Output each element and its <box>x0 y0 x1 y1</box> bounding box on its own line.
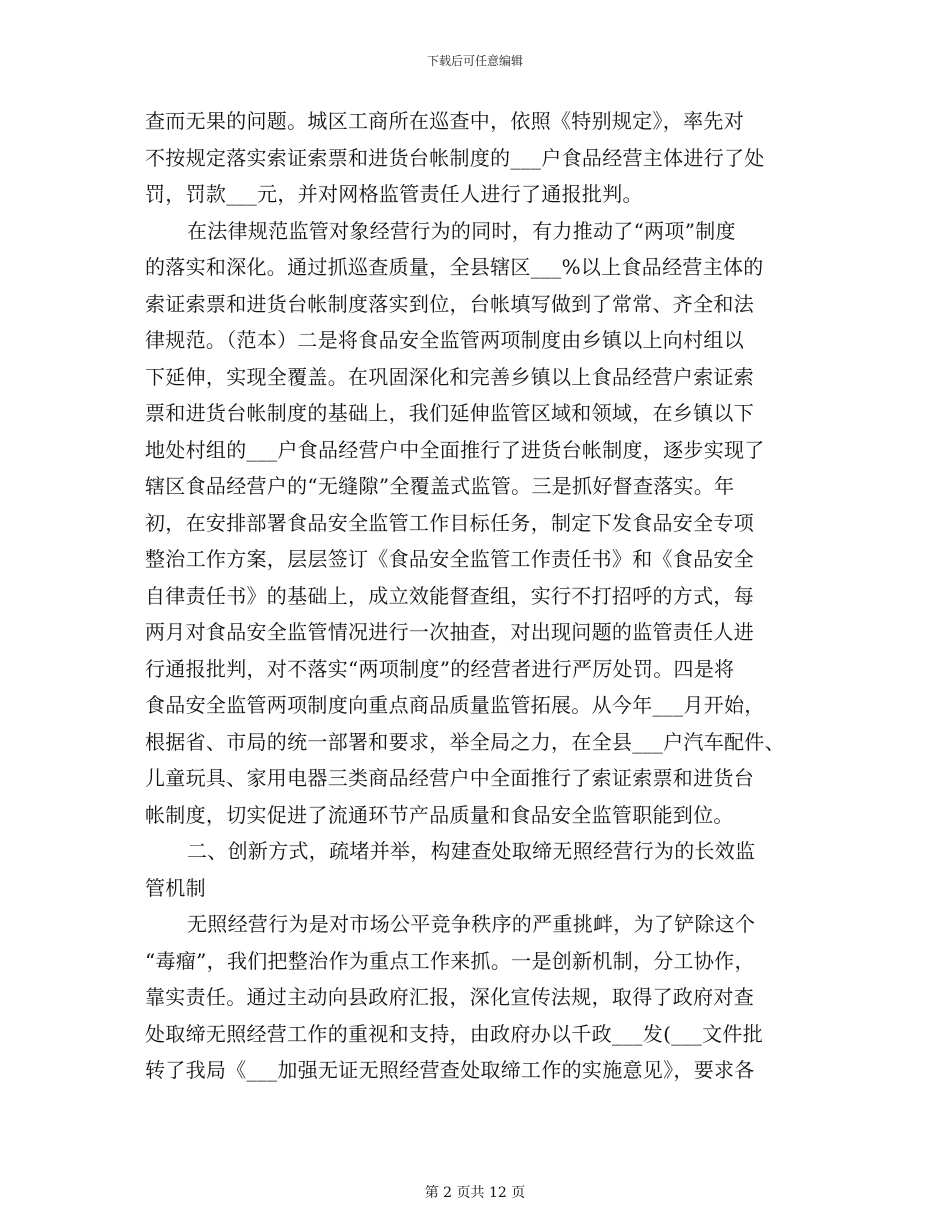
text-line: 行通报批判，对不落实“两项制度”的经营者进行严厉处罚。四是将 <box>145 656 735 681</box>
text-line: 罚，罚款___元，并对网格监管责任人进行了通报批判。 <box>145 182 643 206</box>
paragraph-start-line: 在法律规范监管对象经营行为的同时，有力推动了“两项”制度 <box>187 218 736 243</box>
text-line: 的落实和深化。通过抓巡查质量，全县辖区___%以上食品经营主体的 <box>145 255 764 279</box>
text-line: 整治工作方案，层层签订《食品安全监管工作责任书》和《食品安全 <box>145 547 754 571</box>
text-line: 律规范。（范本）二是将食品安全监管两项制度由乡镇以上向村组以 <box>145 328 744 352</box>
text-line: 自律责任书》的基础上，成立效能督查组，实行不打招呼的方式，每 <box>145 583 754 608</box>
text-line: 下延伸，实现全覆盖。在巩固深化和完善乡镇以上食品经营户索证索 <box>145 364 754 389</box>
text-line: 根据省、市局的统一部署和要求，举全局之力，在全县___户汽车配件、 <box>145 729 785 754</box>
section-heading-line: 二、创新方式，疏堵并举，构建查处取缔无照经营行为的长效监 <box>187 839 756 863</box>
text-line: 初，在安排部署食品安全监管工作目标任务，制定下发食品安全专项 <box>145 510 754 535</box>
text-line: 处取缔无照经营工作的重视和支持，由政府办以千政___发(___文件批 <box>145 1021 764 1046</box>
text-line: 儿童玩具、家用电器三类商品经营户中全面推行了索证索票和进货台 <box>145 766 754 790</box>
page-number: 第 2 页共 12 页 <box>424 1185 526 1201</box>
text-line: 辖区食品经营户的“无缝隙”全覆盖式监管。三是抓好督查落实。年 <box>145 474 735 498</box>
text-line: 靠实责任。通过主动向县政府汇报，深化宣传法规，取得了政府对查 <box>145 985 754 1009</box>
text-line: 票和进货台帐制度的基础上，我们延伸监管区域和领域，在乡镇以下 <box>145 401 754 425</box>
text-line: 帐制度，切实促进了流通环节产品质量和食品安全监管职能到位。 <box>145 802 734 827</box>
text-line: “毒瘤”，我们把整治作为重点工作来抓。一是创新机制，分工协作， <box>145 948 755 973</box>
text-line: 食品安全监管两项制度向重点商品质量监管拓展。从今年___月开始， <box>145 693 765 717</box>
text-line: 查而无果的问题。城区工商所在巡查中，依照《特别规定》，率先对 <box>145 109 744 133</box>
document-body <box>145 103 815 1089</box>
paragraph-start-line: 无照经营行为是对市场公平竞争秩序的严重挑衅，为了铲除这个 <box>187 912 756 936</box>
text-line: 地处村组的___户食品经营户中全面推行了进货台帐制度，逐步实现了 <box>145 437 765 462</box>
section-heading-line: 管机制 <box>145 875 206 900</box>
text-line: 转了我局《___加强无证无照经营查处取缔工作的实施意见》，要求各 <box>145 1058 755 1082</box>
text-line: 索证索票和进货台帐制度落实到位，台帐填写做到了常常、齐全和法 <box>145 291 754 316</box>
page-header: 下载后可任意编辑 <box>426 54 523 68</box>
text-line: 两月对食品安全监管情况进行一次抽查，对出现问题的监管责任人进 <box>145 620 754 644</box>
text-line: 不按规定落实索证索票和进货台帐制度的___户食品经营主体进行了处 <box>145 145 765 170</box>
